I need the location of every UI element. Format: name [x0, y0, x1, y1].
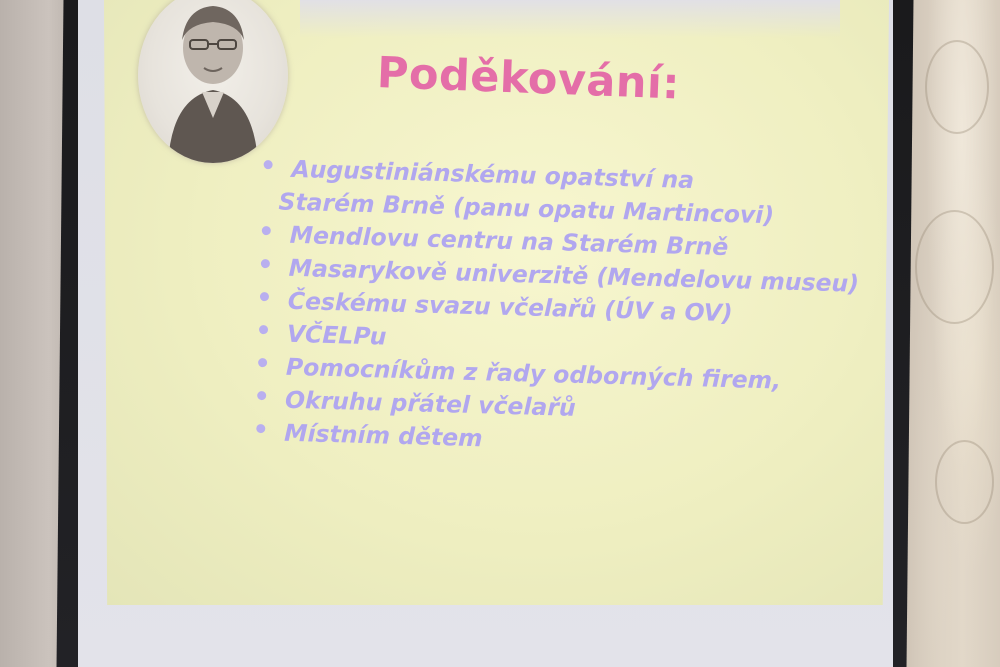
bullet-text: Masarykově univerzitě (Mendelovu museu) [288, 253, 860, 298]
bullet-icon [259, 325, 268, 334]
bullet-icon [262, 226, 271, 235]
bullet-text: Augustiniánskému opatství na [291, 154, 695, 195]
bullet-text: VČELPu [286, 319, 387, 351]
bullet-icon [264, 160, 273, 169]
bullet-icon [256, 424, 265, 433]
slide-top-fade [300, 0, 840, 38]
bullet-text-continued: Starém Brně (panu opatu Martincovi) [278, 187, 775, 230]
bullet-text: Okruhu přátel včelařů [284, 385, 577, 422]
bullet-list [254, 152, 860, 465]
bullet-text: Místním dětem [283, 418, 484, 453]
wall-right-ornament [905, 0, 1000, 667]
bullet-icon [261, 259, 270, 268]
bullet-icon [260, 292, 269, 301]
slide-title: Poděkování: [376, 48, 681, 110]
bullet-text: Mendlovu centru na Starém Brně [289, 220, 729, 262]
bullet-text: Českému svazu včelařů (ÚV a OV) [287, 286, 734, 328]
bullet-icon [257, 391, 266, 400]
bullet-icon [258, 358, 267, 367]
bullet-text: Pomocníkům z řady odborných firem, [285, 352, 782, 395]
